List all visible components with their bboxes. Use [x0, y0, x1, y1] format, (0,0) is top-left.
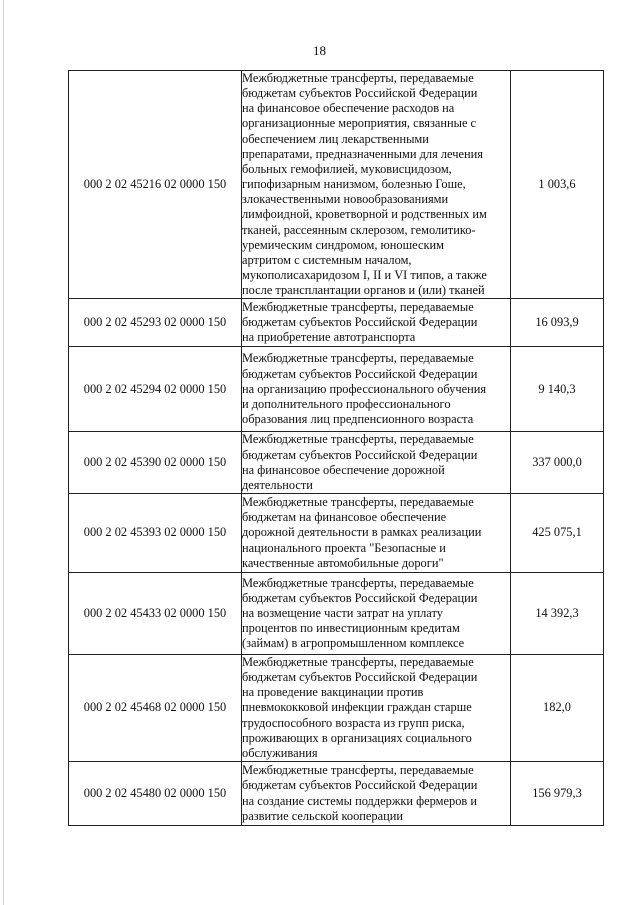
row-description — [242, 432, 511, 494]
table-row — [69, 762, 604, 826]
table-row — [69, 493, 604, 572]
row-description-text: Межбюджетные трансферты, передаваемые бюджетам субъектов Российской Федерации на приобретение автотранспорта — [242, 300, 478, 345]
table-row — [69, 432, 604, 494]
row-description-text: Межбюджетные трансферты, передаваемые бюджетам субъектов Российской Федерации на возмещение части затрат на уплату процентов по инвестиционным кредитам (займам) в агропромышленном комплексе — [242, 575, 478, 651]
row-amount: 1 003,6 — [511, 71, 604, 299]
row-description-text: Межбюджетные трансферты, передаваемые бюджетам субъектов Российской Федерации на создание системы поддержки фермеров и развитие сельской кооперации — [242, 763, 478, 823]
row-description-text: Межбюджетные трансферты, передаваемые бюджетам субъектов Российской Федерации на финансовое обеспечение дорожной деятельности — [242, 432, 478, 492]
row-description-text: Межбюджетные трансферты, передаваемые бюджетам субъектов Российской Федерации на организацию профессионального обучения и дополнительного профессионального образования лиц предпенсионного возраста — [242, 351, 487, 427]
row-amount: 182,0 — [511, 654, 604, 761]
row-amount: 14 392,3 — [511, 572, 604, 654]
row-description-text: Межбюджетные трансферты, передаваемые бюджетам субъектов Российской Федерации на финансовое обеспечение расходов на организационные мероприятия, связанные с обеспечением лиц лекарственными препаратами, предназначенными для лечения больных гемофилией, муковисцидозом, гипофизарным нанизмом, болезнью Гоше, злокачественными новообразованиями лимфоидной, кроветворной и родственных им тканей, рассеянным склерозом, гемолитико- уремическим синдромом, юношеским артритом с системным началом, мукополисахаридозом I, II и VI типов, а также после трансплантации органов и (или) тканей — [242, 71, 487, 298]
row-code: 000 2 02 45480 02 0000 150 — [69, 762, 242, 826]
table-row — [69, 347, 604, 432]
row-code: 000 2 02 45390 02 0000 150 — [69, 432, 242, 494]
row-amount: 425 075,1 — [511, 493, 604, 572]
row-description-text: Межбюджетные трансферты, передаваемые бюджетам на финансовое обеспечение дорожной деятельности в рамках реализации национального проекта "Безопасные и качественные автомобильные дороги" — [242, 495, 482, 570]
row-amount: 156 979,3 — [511, 762, 604, 826]
row-code: 000 2 02 45468 02 0000 150 — [69, 654, 242, 761]
scan-margin-line — [3, 0, 4, 905]
row-description — [242, 493, 511, 572]
row-description — [242, 299, 511, 347]
row-description — [242, 347, 511, 432]
row-description — [242, 71, 511, 299]
table-row — [69, 654, 604, 761]
row-description — [242, 572, 511, 654]
table-row — [69, 572, 604, 654]
row-description — [242, 762, 511, 826]
row-code: 000 2 02 45216 02 0000 150 — [69, 71, 242, 299]
row-amount: 16 093,9 — [511, 299, 604, 347]
page-number: 18 — [313, 43, 326, 58]
row-amount: 337 000,0 — [511, 432, 604, 494]
table-row — [69, 71, 604, 299]
row-code: 000 2 02 45294 02 0000 150 — [69, 347, 242, 432]
row-code: 000 2 02 45433 02 0000 150 — [69, 572, 242, 654]
budget-transfers-table — [68, 70, 604, 826]
row-description — [242, 654, 511, 761]
row-description-text: Межбюджетные трансферты, передаваемые бюджетам субъектов Российской Федерации на проведение вакцинации против пневмококковой инфекции граждан старше трудоспособного возраста из групп риска, проживающих в организациях социального обслуживания — [242, 654, 478, 760]
row-code: 000 2 02 45293 02 0000 150 — [69, 299, 242, 347]
row-amount: 9 140,3 — [511, 347, 604, 432]
row-code: 000 2 02 45393 02 0000 150 — [69, 493, 242, 572]
table-row — [69, 299, 604, 347]
